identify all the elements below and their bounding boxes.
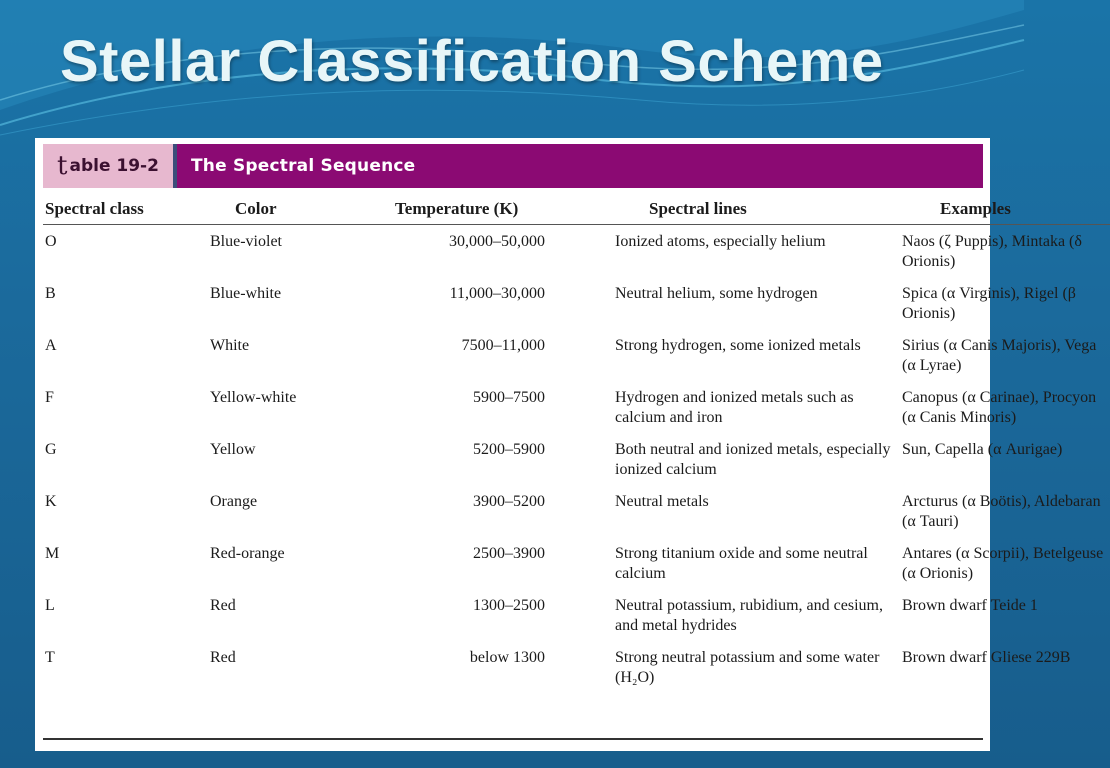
- cell-class: B: [45, 285, 56, 302]
- spectral-sequence-table: [43, 196, 1110, 693]
- cell-class: O: [45, 233, 57, 250]
- cell-spacer: [545, 433, 615, 485]
- table-caption: The Spectral Sequence: [191, 156, 416, 176]
- header-color: Color: [210, 196, 395, 225]
- cell-spectral-lines: Neutral potassium, rubidium, and cesium, and metal hydrides: [615, 597, 883, 634]
- cell-color: Yellow: [210, 441, 256, 458]
- header-spectral-lines: Spectral lines: [615, 196, 902, 225]
- cell-spacer: [545, 641, 615, 693]
- cell-spectral-lines: Ionized atoms, especially helium: [615, 233, 826, 250]
- cell-examples: Brown dwarf Gliese 229B: [902, 649, 1071, 666]
- table-panel: [35, 138, 1104, 751]
- cell-temperature: 11,000–30,000: [449, 285, 545, 302]
- table-row: [43, 641, 1110, 693]
- table-tag-number: able 19-2: [69, 156, 159, 176]
- table-row: [43, 381, 1110, 433]
- table-row: [43, 329, 1110, 381]
- banner-divider: [173, 144, 177, 188]
- cell-spacer: [545, 329, 615, 381]
- cell-spacer: [545, 589, 615, 641]
- cell-examples: Antares (α Scorpii), Betelgeuse (α Orionis): [902, 545, 1104, 582]
- cell-color: Red: [210, 649, 236, 666]
- cell-class: L: [45, 597, 55, 614]
- table-tag-letter: t: [57, 151, 68, 181]
- header-examples: Examples: [902, 196, 1110, 225]
- cell-temperature: 3900–5200: [473, 493, 545, 510]
- cell-spacer: [545, 225, 615, 278]
- cell-examples: Brown dwarf Teide 1: [902, 597, 1038, 614]
- cell-spacer: [545, 277, 615, 329]
- cell-temperature: 5200–5900: [473, 441, 545, 458]
- table-banner: [43, 144, 983, 188]
- table-row: [43, 589, 1110, 641]
- cell-spectral-lines: Hydrogen and ionized metals such as calcium and iron: [615, 389, 854, 426]
- cell-spectral-lines: Neutral metals: [615, 493, 709, 510]
- cell-class: K: [45, 493, 57, 510]
- cell-temperature: 1300–2500: [473, 597, 545, 614]
- cell-color: Blue-white: [210, 285, 282, 302]
- cell-temperature: below 1300: [469, 649, 545, 666]
- cell-color: White: [210, 337, 250, 354]
- cell-class: A: [45, 337, 57, 354]
- table-row: [43, 485, 1110, 537]
- cell-spectral-lines: Strong titanium oxide and some neutral calcium: [615, 545, 868, 582]
- header-temperature: Temperature (K): [395, 196, 545, 225]
- cell-class: G: [45, 441, 57, 458]
- cell-class: T: [45, 649, 55, 666]
- cell-class: F: [45, 389, 54, 406]
- slide-title: Stellar Classification Scheme: [60, 29, 884, 94]
- cell-temperature: 30,000–50,000: [449, 233, 545, 250]
- table-header-row: [43, 196, 1110, 225]
- cell-examples: Naos (ζ Puppis), Mintaka (δ Orionis): [902, 233, 1082, 270]
- table-row: [43, 433, 1110, 485]
- header-spacer: [545, 196, 615, 225]
- cell-examples: Canopus (α Carinae), Procyon (α Canis Minoris): [902, 389, 1097, 426]
- table-number-tag: [43, 144, 173, 188]
- cell-examples: Spica (α Virginis), Rigel (β Orionis): [902, 285, 1076, 322]
- cell-color: Yellow-white: [210, 389, 297, 406]
- cell-spacer: [545, 381, 615, 433]
- cell-spacer: [545, 485, 615, 537]
- header-spectral-class: Spectral class: [43, 196, 210, 225]
- cell-class: M: [45, 545, 60, 562]
- table-row: [43, 225, 1110, 278]
- table-row: [43, 277, 1110, 329]
- cell-examples: Sun, Capella (α Aurigae): [902, 441, 1063, 458]
- cell-color: Red-orange: [210, 545, 285, 562]
- cell-color: Red: [210, 597, 236, 614]
- cell-examples: Arcturus (α Boötis), Aldebaran (α Tauri): [902, 493, 1101, 530]
- cell-color: Orange: [210, 493, 258, 510]
- cell-spectral-lines: Strong hydrogen, some ionized metals: [615, 337, 861, 354]
- table-bottom-rule: [43, 738, 983, 740]
- cell-color: Blue-violet: [210, 233, 282, 250]
- cell-temperature: 2500–3900: [473, 545, 545, 562]
- table-row: [43, 537, 1110, 589]
- cell-spectral-lines: Neutral helium, some hydrogen: [615, 285, 818, 302]
- cell-spectral-lines: Strong neutral potassium and some water (H₂O): [615, 649, 880, 686]
- cell-temperature: 5900–7500: [473, 389, 545, 406]
- cell-spectral-lines: Both neutral and ionized metals, especially ionized calcium: [615, 441, 891, 478]
- cell-temperature: 7500–11,000: [461, 337, 545, 354]
- cell-spacer: [545, 537, 615, 589]
- cell-examples: Sirius (α Canis Majoris), Vega (α Lyrae): [902, 337, 1097, 374]
